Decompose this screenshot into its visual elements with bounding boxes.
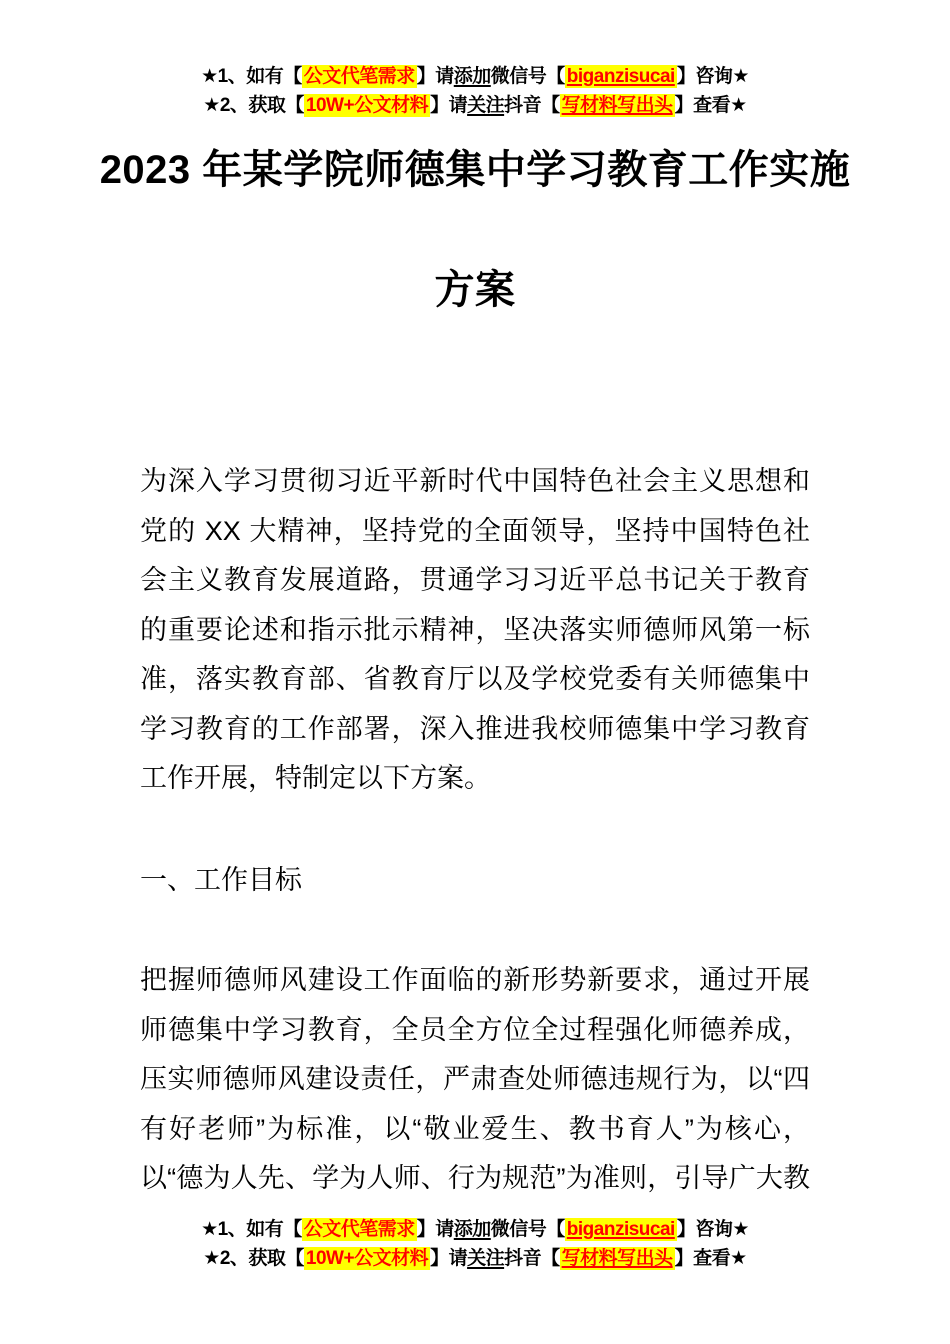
section-heading-work-goals: 一、工作目标 (140, 864, 302, 895)
promo-douyin-name: 写材料写出头 (561, 95, 673, 116)
title-line-1: 2023 年某学院师德集中学习教育工作实施 (99, 148, 851, 192)
promo-underlined-action: 关注 (467, 95, 505, 116)
title-line-2: 方案 (434, 268, 516, 312)
promo-highlight-materials: 10W+公文材料 (305, 1248, 429, 1269)
promo-text: ★1、如有【 (201, 1219, 302, 1240)
promo-underlined-action: 添加 (453, 66, 491, 87)
promo-text: 抖音【 (504, 1248, 560, 1269)
promo-underlined-action: 添加 (453, 1219, 491, 1240)
promo-text: ★1、如有【 (201, 66, 302, 87)
promo-text: 】请 (416, 66, 454, 87)
promo-text: 】查看★ (674, 1248, 747, 1269)
promo-banner-bottom (0, 1215, 950, 1273)
document-body (140, 457, 810, 1204)
promo-text: 】查看★ (674, 95, 747, 116)
promo-text: 抖音【 (504, 95, 560, 116)
promo-highlight-materials: 10W+公文材料 (305, 95, 429, 116)
promo-text: 】咨询★ (676, 66, 749, 87)
promo-text: ★2、获取【 (203, 95, 304, 116)
promo-highlight-service: 公文代笔需求 (303, 1219, 415, 1240)
promo-text: 】咨询★ (676, 1219, 749, 1240)
promo-text: 】请 (430, 1248, 468, 1269)
promo-text: 微信号【 (490, 1219, 565, 1240)
paragraph-intro: 为深入学习贯彻习近平新时代中国特色社会主义思想和党的 XX 大精神，坚持党的全面领导，坚持中国特色社会主义教育发展道路，贯通学习习近平总书记关于教育的重要论述和指示批示精神，坚决落实师德师风第一标准，落实教育部、省教育厅以及学校党委有关师德集中学习教育的工作部署，深入推进我校师德集中学习教育工作开展，特制定以下方案。 (140, 466, 810, 793)
promo-wechat-id: biganzisucai (566, 66, 675, 87)
promo-text: 微信号【 (490, 66, 565, 87)
promo-line-1 (0, 62, 950, 91)
promo-douyin-name: 写材料写出头 (561, 1248, 673, 1269)
promo-wechat-id: biganzisucai (566, 1219, 675, 1240)
promo-highlight-service: 公文代笔需求 (303, 66, 415, 87)
document-title (0, 110, 950, 350)
promo-underlined-action: 关注 (467, 1248, 505, 1269)
paragraph-work-goals: 把握师德师风建设工作面临的新形势新要求，通过开展师德集中学习教育，全员全方位全过程强化师德养成，压实师德师风建设责任，严肃查处师德违规行为，以“四有好老师”为标准，以“敬业爱生、教书育人”为核心，以“德为人先、学为人师、行为规范”为准则，引导广大教 (140, 965, 810, 1193)
promo-line-1 (0, 1215, 950, 1244)
promo-line-2 (0, 1244, 950, 1273)
promo-text: 】请 (416, 1219, 454, 1240)
promo-text: ★2、获取【 (203, 1248, 304, 1269)
promo-text: 】请 (430, 95, 468, 116)
